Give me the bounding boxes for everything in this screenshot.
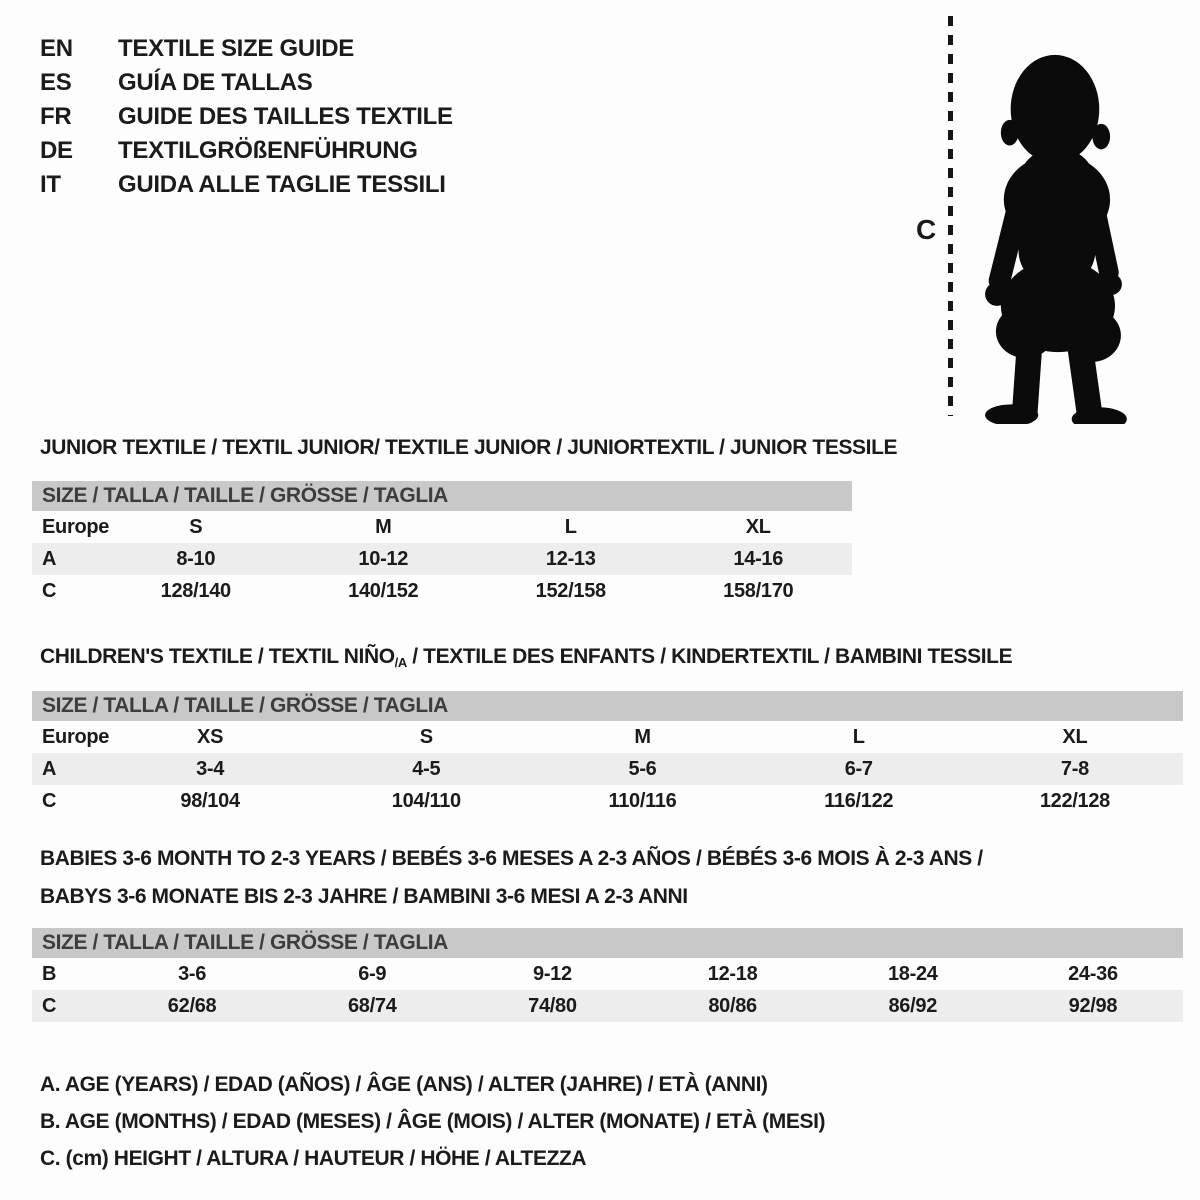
table-cell: 24-36 <box>1068 963 1118 985</box>
table-cell: 128/140 <box>160 580 231 602</box>
table-cell: XS <box>197 726 224 748</box>
table-cell: 12-18 <box>707 963 758 985</box>
guide-title: TEXTILGRÖßENFÜHRUNG <box>118 137 418 164</box>
table-cell: 116/122 <box>824 790 894 812</box>
table-cell: 92/98 <box>1068 995 1118 1017</box>
size-header-bar: SIZE / TALLA / TAILLE / GRÖSSE / TAGLIA <box>32 928 1183 958</box>
table-cell: XL <box>745 516 771 538</box>
table-cell: 18-24 <box>887 963 938 985</box>
table-cell: 122/128 <box>1039 790 1111 812</box>
row-label: C <box>42 995 57 1017</box>
language-row <box>40 100 453 134</box>
table-cell: XL <box>1062 726 1088 748</box>
babies-title-line1: BABIES 3-6 MONTH TO 2-3 YEARS / BEBÉS 3-6 MESES A 2-3 AÑOS / BÉBÉS 3-6 MOIS À 2-3 ANS / <box>40 847 983 870</box>
row-label: B <box>42 963 57 985</box>
table-cell: M <box>634 726 651 748</box>
table-cell: 6-9 <box>358 963 387 985</box>
table-cell: 8-10 <box>176 548 216 570</box>
table-cell: 3-4 <box>196 758 225 780</box>
table-cell: 6-7 <box>844 758 873 780</box>
table-row <box>32 511 852 543</box>
table-cell: S <box>189 516 203 538</box>
section-title-children <box>40 645 1012 670</box>
language-row <box>40 168 453 202</box>
children-size-table <box>32 691 1183 817</box>
guide-title: GUIDA ALLE TAGLIE TESSILI <box>118 171 446 198</box>
babies-size-table <box>32 928 1183 1022</box>
language-code: EN <box>40 35 73 62</box>
guide-title: TEXTILE SIZE GUIDE <box>118 35 354 62</box>
guide-title: GUIDE DES TAILLES TEXTILE <box>118 103 453 130</box>
language-code: IT <box>40 171 61 198</box>
table-cell: 4-5 <box>412 758 441 780</box>
row-label: A <box>42 548 57 570</box>
section-title-junior: JUNIOR TEXTILE / TEXTIL JUNIOR/ TEXTILE JUNIOR / JUNIORTEXTIL / JUNIOR TESSILE <box>40 436 898 459</box>
table-cell: 110/116 <box>608 790 677 812</box>
measure-legend <box>40 1066 825 1177</box>
table-cell: 10-12 <box>358 548 409 570</box>
table-cell: 9-12 <box>533 963 572 985</box>
table-cell: 74/80 <box>528 995 577 1017</box>
language-row <box>40 32 453 66</box>
row-label: C <box>42 580 57 602</box>
children-title-sub: /A <box>394 655 407 670</box>
table-cell: 80/86 <box>708 995 757 1017</box>
language-code: ES <box>40 69 72 96</box>
table-row <box>32 543 852 575</box>
table-cell: S <box>419 726 433 748</box>
table-cell: L <box>852 726 865 748</box>
table-cell: 7-8 <box>1060 758 1089 780</box>
table-cell: 68/74 <box>347 995 397 1017</box>
row-label: C <box>42 790 57 812</box>
table-cell: M <box>375 516 392 538</box>
babies-title-line2: BABYS 3-6 MONATE BIS 2-3 JAHRE / BAMBINI 3-6 MESI A 2-3 ANNI <box>40 885 688 908</box>
table-cell: 104/110 <box>391 790 461 812</box>
legend-line-c: C. (cm) HEIGHT / ALTURA / HAUTEUR / HÖHE / ALTEZZA <box>40 1147 587 1170</box>
size-header-bar: SIZE / TALLA / TAILLE / GRÖSSE / TAGLIA <box>32 691 1183 721</box>
row-label: A <box>42 758 57 780</box>
table-cell: 14-16 <box>733 548 784 570</box>
table-row <box>32 785 1183 817</box>
table-cell: L <box>564 516 577 538</box>
table-cell: 152/158 <box>535 580 606 602</box>
language-row <box>40 66 453 100</box>
table-cell: 3-6 <box>178 963 207 985</box>
table-row <box>32 990 1183 1022</box>
row-label: Europe <box>42 726 110 748</box>
table-cell: 62/68 <box>167 995 217 1017</box>
language-code: FR <box>40 103 72 130</box>
table-cell: 98/104 <box>180 790 240 812</box>
children-title-prefix: CHILDREN'S TEXTILE / TEXTIL NIÑO <box>40 645 395 668</box>
row-label: Europe <box>42 516 110 538</box>
children-title-suffix: / TEXTILE DES ENFANTS / KINDERTEXTIL / BAMBINI TESSILE <box>406 645 1013 668</box>
table-row <box>32 753 1183 785</box>
language-code: DE <box>40 137 73 164</box>
table-cell: 140/152 <box>348 580 419 602</box>
legend-line-a: A. AGE (YEARS) / EDAD (AÑOS) / ÂGE (ANS) / ALTER (JAHRE) / ETÀ (ANNI) <box>40 1073 768 1096</box>
guide-title: GUÍA DE TALLAS <box>118 69 313 96</box>
toddler-silhouette-icon <box>962 50 1144 424</box>
table-cell: 158/170 <box>723 580 794 602</box>
language-row <box>40 134 453 168</box>
height-dashed-line <box>948 16 953 416</box>
language-title-list <box>40 32 453 202</box>
legend-line-b: B. AGE (MONTHS) / EDAD (MESES) / ÂGE (MOIS) / ALTER (MONATE) / ETÀ (MESI) <box>40 1110 826 1133</box>
table-row <box>32 575 852 607</box>
size-header-bar: SIZE / TALLA / TAILLE / GRÖSSE / TAGLIA <box>32 481 852 511</box>
table-row <box>32 958 1183 990</box>
table-cell: 86/92 <box>888 995 938 1017</box>
section-title-babies <box>40 840 983 916</box>
table-cell: 12-13 <box>545 548 596 570</box>
junior-size-table <box>32 481 852 607</box>
height-label-c: C <box>916 214 937 245</box>
table-cell: 5-6 <box>628 758 657 780</box>
table-row <box>32 721 1183 753</box>
